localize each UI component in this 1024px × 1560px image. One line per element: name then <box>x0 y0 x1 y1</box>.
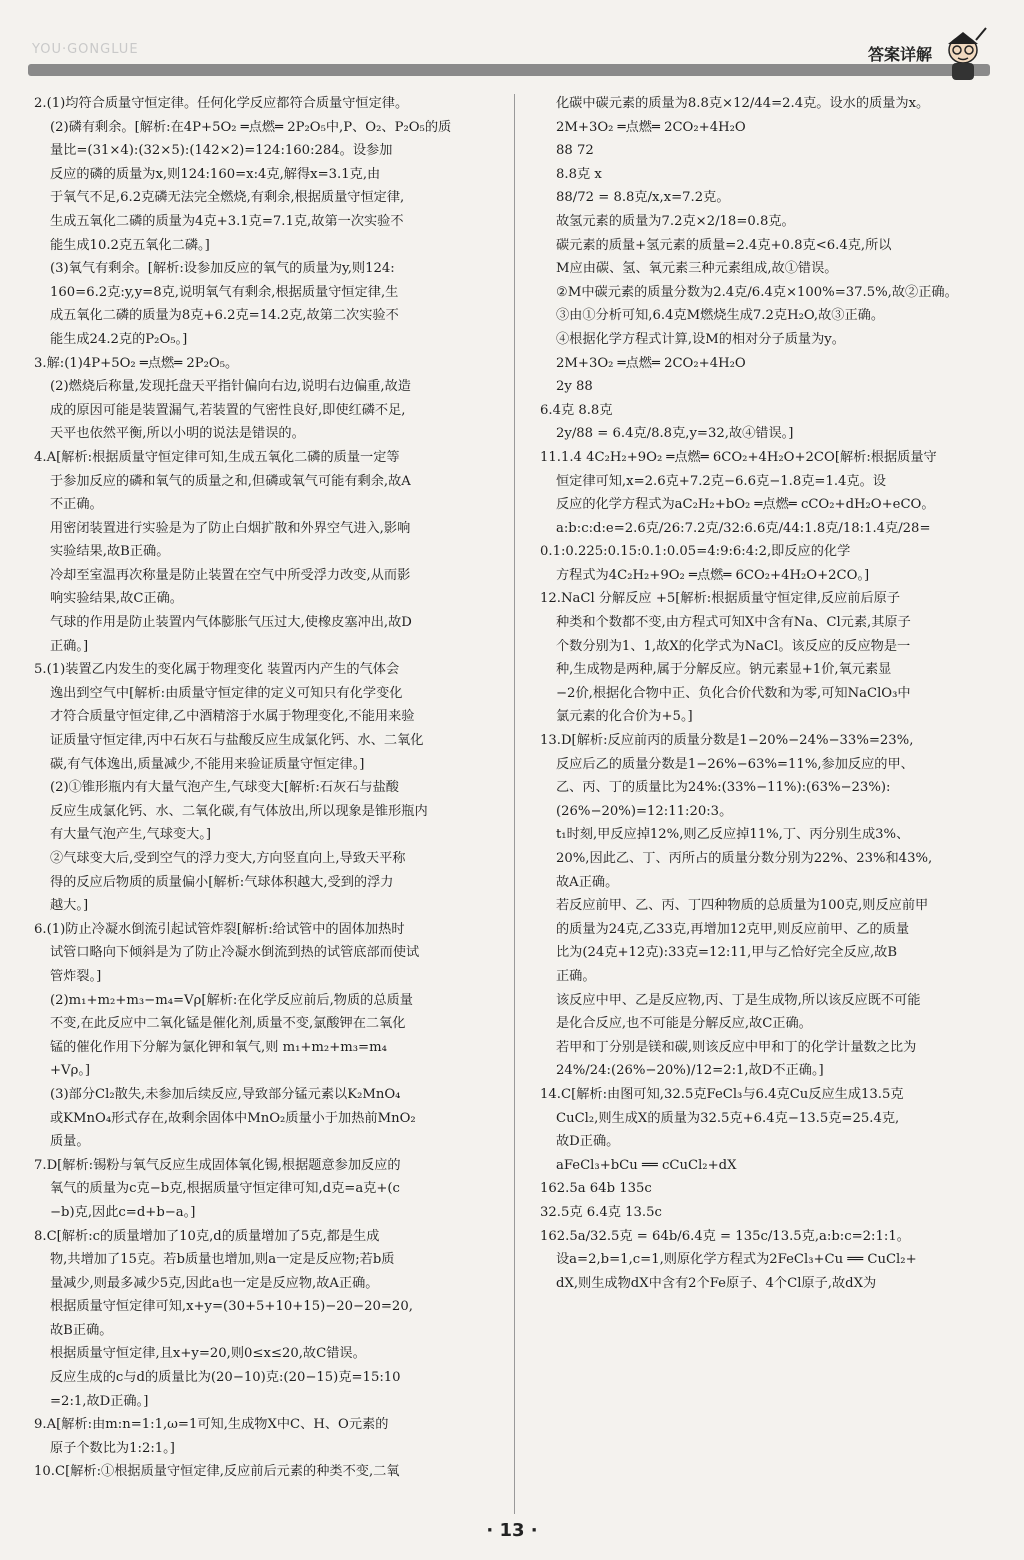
text-line: 故D正确。 <box>556 1134 620 1150</box>
text-line: 2y/88 = 6.4克/8.8克,y=32,故④错误。] <box>556 426 794 442</box>
page-number: · 13 · <box>486 1520 538 1541</box>
text-line: (3)部分Cl₂散失,未参加后续反应,导致部分锰元素以K₂MnO₄ <box>50 1086 401 1102</box>
text-line: t₁时刻,甲反应掉12%,则乙反应掉11%,丁、丙分别生成3%、 <box>556 827 910 843</box>
text-line: ②M中碳元素的质量分数为2.4克/6.4克×100%=37.5%,故②正确。 <box>556 284 958 300</box>
text-line: 是化合反应,也不可能是分解反应,故C正确。 <box>556 1016 812 1032</box>
text-line: 用密闭装置进行实验是为了防止白烟扩散和外界空气进入,影响 <box>50 520 411 536</box>
text-line: 种类和个数都不变,由方程式可知X中含有Na、Cl元素,其原子 <box>556 615 911 631</box>
text-line: 2.(1)均符合质量守恒定律。任何化学反应都符合质量守恒定律。 <box>34 96 409 111</box>
text-line: 10.C[解析:①根据质量守恒定律,反应前后元素的种类不变,二氧 <box>34 1464 400 1480</box>
text-line: 管炸裂。] <box>50 968 102 984</box>
text-line: 4.A[解析:根据质量守恒定律可知,生成五氧化二磷的质量一定等 <box>34 449 400 465</box>
text-line: 气球的作用是防止装置内气体膨胀气压过大,使橡皮塞冲出,故D <box>50 615 412 631</box>
text-line: 32.5克 6.4克 13.5c <box>540 1204 662 1220</box>
mascot-icon <box>938 26 988 82</box>
text-line: 反应的化学方程式为aC₂H₂+bO₂ ═点燃═ cCO₂+dH₂O+eCO。 <box>556 497 935 513</box>
text-line: 反应生成的c与d的质量比为(20−10)克:(20−15)克=15:10 <box>50 1370 401 1386</box>
text-line: 得的反应后物质的质量偏小[解析:气球体积越大,受到的浮力 <box>50 874 394 890</box>
text-line: 7.D[解析:锡粉与氧气反应生成固体氧化锡,根据题意参加反应的 <box>34 1157 401 1173</box>
text-line: ③由①分析可知,6.4克M燃烧生成7.2克H₂O,故③正确。 <box>556 308 885 324</box>
text-line: 天平也依然平衡,所以小明的说法是错误的。 <box>50 426 305 442</box>
text-line: 种,生成物是两种,属于分解反应。钠元素显+1价,氧元素显 <box>556 662 892 678</box>
text-line: 反应生成氯化钙、水、二氧化碳,有气体放出,所以现象是锥形瓶内 <box>50 803 428 819</box>
text-line: 5.(1)装置乙内发生的变化属于物理变化 装置丙内产生的气体会 <box>34 662 400 678</box>
text-line: 锰的催化作用下分解为氯化钾和氧气,则 m₁+m₂+m₃=m₄ <box>50 1039 387 1055</box>
text-line: 于参加反应的磷和氧气的质量之和,但磷或氧气可能有剩余,故A <box>50 473 411 489</box>
text-line: 6.(1)防止冷凝水倒流引起试管炸裂[解析:给试管中的固体加热时 <box>34 921 405 937</box>
text-line: (3)氧气有剩余。[解析:设参加反应的氧气的质量为y,则124: <box>50 261 395 277</box>
text-line: 才符合质量守恒定律,乙中酒精溶于水属于物理变化,不能用来验 <box>50 709 415 725</box>
text-line: 故氢元素的质量为7.2克×2/18=0.8克。 <box>556 213 795 229</box>
text-line: 物,共增加了15克。若b质量也增加,则a一定是反应物;若b质 <box>50 1252 395 1268</box>
text-line: 能生成10.2克五氧化二磷。] <box>50 237 210 253</box>
text-line: 正确。] <box>50 638 89 654</box>
text-line: 反应后乙的质量分数是1−26%−63%=11%,参加反应的甲、 <box>556 756 914 772</box>
text-line: dX,则生成物dX中含有2个Fe原子、4个Cl原子,故dX为 <box>556 1275 877 1291</box>
text-line: 有大量气泡产生,气球变大。] <box>50 827 211 843</box>
text-line: (26%−20%)=12:11:20:3。 <box>556 803 733 819</box>
text-line: 160=6.2克:y,y=8克,说明氧气有剩余,根据质量守恒定律,生 <box>50 284 399 300</box>
text-line: 14.C[解析:由图可知,32.5克FeCl₃与6.4克Cu反应生成13.5克 <box>540 1086 904 1102</box>
text-line: 的质量为24克,乙33克,再增加12克甲,则反应前甲、乙的质量 <box>556 921 910 937</box>
text-line: 响实验结果,故C正确。 <box>50 591 183 607</box>
text-line: +Vρ。] <box>50 1063 91 1079</box>
text-line: 8.8克 x <box>556 166 602 182</box>
text-line: 设a=2,b=1,c=1,则原化学方程式为2FeCl₃+Cu ══ CuCl₂+ <box>556 1252 917 1268</box>
text-line: 生成五氧化二磷的质量为4克+3.1克=7.1克,故第一次实验不 <box>50 213 404 229</box>
text-line: a:b:c:d:e=2.6克/26:7.2克/32:6.6克/44:1.8克/18:1.4克/28= <box>556 520 931 536</box>
text-line: 比为(24克+12克):33克=12:11,甲与乙恰好完全反应,故B <box>556 945 898 961</box>
text-line: 20%,因此乙、丁、丙所占的质量分数分别为22%、23%和43%, <box>556 851 933 866</box>
text-line: 证质量守恒定律,丙中石灰石与盐酸反应生成氯化钙、水、二氧化 <box>50 733 424 749</box>
text-line: 9.A[解析:由m:n=1:1,ω=1可知,生成物X中C、H、O元素的 <box>34 1417 389 1433</box>
text-line: 质量。 <box>50 1134 90 1150</box>
text-line: 量比=(31×4):(32×5):(142×2)=124:160:284。设参加 <box>50 143 393 159</box>
text-line: 88/72 = 8.8克/x,x=7.2克。 <box>556 190 730 206</box>
text-line: 反应的磷的质量为x,则124:160=x:4克,解得x=3.1克,由 <box>50 166 381 182</box>
text-line: aFeCl₃+bCu ══ cCuCl₂+dX <box>556 1157 737 1173</box>
text-line: 162.5a/32.5克 = 64b/6.4克 = 135c/13.5克,a:b:c=2:1:1。 <box>540 1228 910 1244</box>
text-line: 12.NaCl 分解反应 +5[解析:根据质量守恒定律,反应前后原子 <box>540 591 901 607</box>
text-line: 不变,在此反应中二氧化锰是催化剂,质量不变,氯酸钾在二氧化 <box>50 1016 406 1032</box>
text-line: −b)克,因此c=d+b−a。] <box>50 1204 196 1220</box>
text-line: 若反应前甲、乙、丙、丁四种物质的总质量为100克,则反应前甲 <box>556 898 929 914</box>
right-column <box>540 92 1010 1295</box>
text-line: 24%/24:(26%−20%)/12=2:1,故D不正确。] <box>556 1063 824 1079</box>
header-bar <box>28 64 990 76</box>
header-brand: YOU·GONGLUE <box>32 42 139 57</box>
text-line: 越大。] <box>50 898 89 914</box>
text-line: 2y 88 <box>556 379 593 395</box>
text-line: 根据质量守恒定律可知,x+y=(30+5+10+15)−20−20=20, <box>50 1299 413 1315</box>
text-line: 恒定律可知,x=2.6克+7.2克−6.6克−1.8克=1.4克。设 <box>556 473 886 489</box>
text-line: 8.C[解析:c的质量增加了10克,d的质量增加了5克,都是生成 <box>34 1228 380 1244</box>
text-line: 试管口略向下倾斜是为了防止冷凝水倒流到热的试管底部而使试 <box>50 945 420 961</box>
text-line: 2M+3O₂ ═点燃═ 2CO₂+4H₂O <box>556 355 746 371</box>
text-line: 11.1.4 4C₂H₂+9O₂ ═点燃═ 6CO₂+4H₂O+2CO[解析:根据质量守 <box>540 449 937 465</box>
text-line: 冷却至室温再次称量是防止装置在空气中所受浮力改变,从而影 <box>50 567 411 583</box>
text-line: −2价,根据化合物中正、负化合价代数和为零,可知NaClO₃中 <box>556 685 911 701</box>
text-line: =2:1,故D正确。] <box>50 1393 149 1409</box>
text-line: 故A正确。 <box>556 874 619 890</box>
text-line: 88 72 <box>556 143 594 159</box>
text-line: 碳,有气体逸出,质量减少,不能用来验证质量守恒定律。] <box>50 756 365 772</box>
text-line: 13.D[解析:反应前丙的质量分数是1−20%−24%−33%=23%, <box>540 733 914 749</box>
text-line: 若甲和丁分别是镁和碳,则该反应中甲和丁的化学计量数之比为 <box>556 1039 917 1055</box>
text-line: 6.4克 8.8克 <box>540 402 613 418</box>
text-line: 能生成24.2克的P₂O₅。] <box>50 331 188 347</box>
text-line: (2)①锥形瓶内有大量气泡产生,气球变大[解析:石灰石与盐酸 <box>50 780 399 796</box>
text-line: 0.1:0.225:0.15:0.1:0.05=4:9:6:4:2,即反应的化学 <box>540 544 851 560</box>
text-line: 该反应中甲、乙是反应物,丙、丁是生成物,所以该反应既不可能 <box>556 992 921 1008</box>
text-line: 根据质量守恒定律,且x+y=20,则0≤x≤20,故C错误。 <box>50 1346 366 1362</box>
text-line: 162.5a 64b 135c <box>540 1181 652 1197</box>
text-line: ②气球变大后,受到空气的浮力变大,方向竖直向上,导致天平称 <box>50 851 406 866</box>
text-line: 成五氧化二磷的质量为8克+6.2克=14.2克,故第二次实验不 <box>50 308 399 324</box>
text-line: 方程式为4C₂H₂+9O₂ ═点燃═ 6CO₂+4H₂O+2CO。] <box>556 567 870 583</box>
text-line: 2M+3O₂ ═点燃═ 2CO₂+4H₂O <box>556 119 746 135</box>
text-line: ④根据化学方程式计算,设M的相对分子质量为y。 <box>556 331 845 347</box>
text-line: 实验结果,故B正确。 <box>50 544 170 560</box>
text-line: 氯元素的化合价为+5。] <box>556 709 693 725</box>
header-title: 答案详解 <box>867 45 932 64</box>
text-line: 化碳中碳元素的质量为8.8克×12/44=2.4克。设水的质量为x。 <box>556 96 930 111</box>
text-line: 乙、丙、丁的质量比为24%:(33%−11%):(63%−23%): <box>556 780 891 796</box>
column-divider <box>514 94 515 1514</box>
text-line: 碳元素的质量+氢元素的质量=2.4克+0.8克<6.4克,所以 <box>556 237 892 253</box>
left-column <box>34 92 504 1484</box>
text-line: M应由碳、氢、氧元素三种元素组成,故①错误。 <box>556 261 838 277</box>
text-line: 逸出到空气中[解析:由质量守恒定律的定义可知只有化学变化 <box>50 685 403 701</box>
text-line: 故B正确。 <box>50 1322 113 1338</box>
text-line: 或KMnO₄形式存在,故剩余固体中MnO₂质量小于加热前MnO₂ <box>50 1110 416 1126</box>
text-line: 3.解:(1)4P+5O₂ ═点燃═ 2P₂O₅。 <box>34 355 239 371</box>
text-line: 个数分别为1、1,故X的化学式为NaCl。该反应的反应物是一 <box>556 638 911 654</box>
text-line: 原子个数比为1:2:1。] <box>50 1440 175 1456</box>
text-line: (2)燃烧后称量,发现托盘天平指针偏向右边,说明右边偏重,故造 <box>50 379 411 395</box>
text-line: 正确。 <box>556 968 596 984</box>
text-line: 于氧气不足,6.2克磷无法完全燃烧,有剩余,根据质量守恒定律, <box>50 190 405 206</box>
text-line: 量减少,则最多减少5克,因此a也一定是反应物,故A正确。 <box>50 1275 379 1291</box>
text-line: 氧气的质量为c克−b克,根据质量守恒定律可知,d克=a克+(c <box>50 1181 400 1197</box>
text-line: 成的原因可能是装置漏气,若装置的气密性良好,即使红磷不足, <box>50 402 406 418</box>
text-line: (2)磷有剩余。[解析:在4P+5O₂ ═点燃═ 2P₂O₅中,P、O₂、P₂O₅的质 <box>50 119 452 135</box>
text-line: 不正确。 <box>50 497 103 513</box>
text-line: CuCl₂,则生成X的质量为32.5克+6.4克−13.5克=25.4克, <box>556 1110 900 1126</box>
text-line: (2)m₁+m₂+m₃−m₄=Vρ[解析:在化学反应前后,物质的总质量 <box>50 992 413 1008</box>
